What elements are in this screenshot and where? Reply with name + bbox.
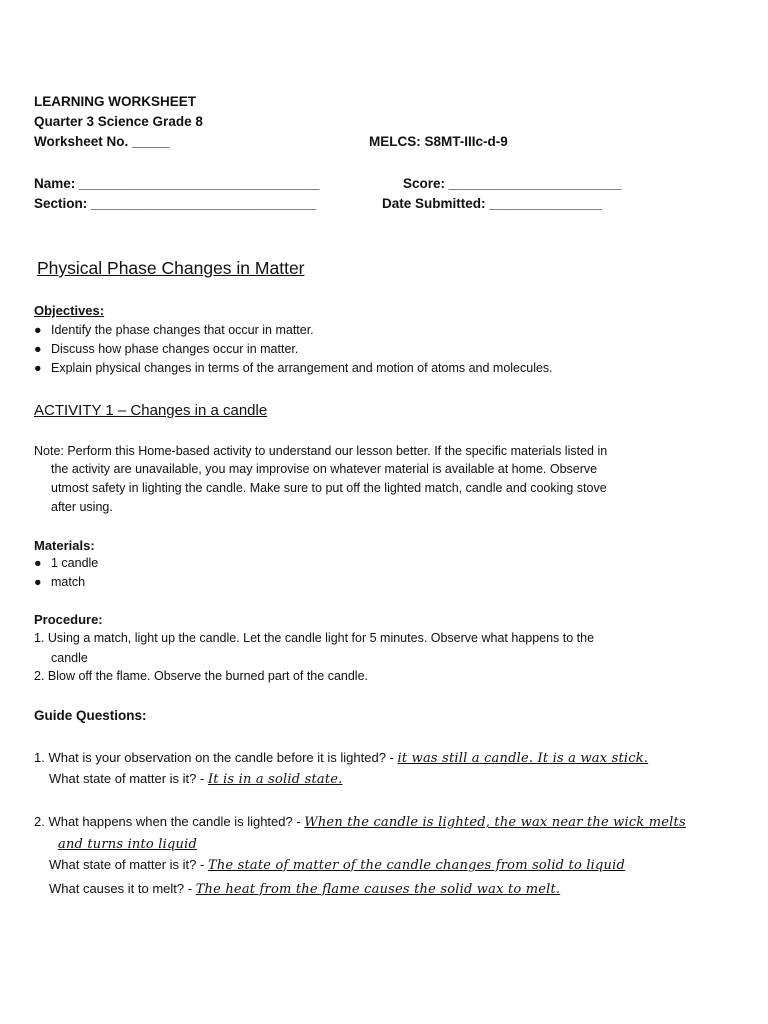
worksheet-label: LEARNING WORKSHEET bbox=[34, 94, 196, 109]
melcs-code: MELCS: S8MT-IIIc-d-9 bbox=[369, 134, 508, 149]
material-item: ● 1 candle bbox=[34, 556, 99, 570]
question-text: What state of matter is it? - bbox=[49, 771, 205, 786]
procedure-step-continued: candle bbox=[51, 651, 88, 665]
question-1 bbox=[34, 750, 648, 766]
note-line: the activity are unavailable, you may improvise on whatever material is available at home. Observe bbox=[51, 462, 598, 476]
procedure-heading: Procedure: bbox=[34, 612, 103, 627]
question-text: 2. What happens when the candle is lighted? - bbox=[34, 814, 301, 829]
section-field: Section: ______________________________ bbox=[34, 196, 317, 211]
question-text: What causes it to melt? - bbox=[49, 881, 193, 896]
name-field: Name: ________________________________ bbox=[34, 176, 320, 191]
note-line: utmost safety in lighting the candle. Make sure to put off the lighted match, candle and cooking stove bbox=[51, 481, 607, 495]
materials-heading: Materials: bbox=[34, 538, 95, 553]
note-line: after using. bbox=[51, 500, 113, 514]
question-1-state bbox=[49, 771, 343, 787]
guide-questions-heading: Guide Questions: bbox=[34, 708, 147, 723]
page-title: Physical Phase Changes in Matter bbox=[37, 258, 305, 278]
activity-heading: ACTIVITY 1 – Changes in a candle bbox=[34, 402, 268, 419]
handwritten-answer: The state of matter of the candle changes from solid to liquid bbox=[207, 858, 626, 873]
material-item: ● match bbox=[34, 575, 86, 589]
handwritten-answer: and turns into liquid bbox=[58, 837, 197, 852]
quarter-grade-label: Quarter 3 Science Grade 8 bbox=[34, 114, 203, 129]
objectives-heading: Objectives: bbox=[34, 303, 105, 318]
question-2-continued bbox=[34, 836, 197, 852]
question-2-cause bbox=[49, 881, 560, 897]
procedure-step: 2. Blow off the flame. Observe the burned part of the candle. bbox=[34, 669, 368, 683]
objective-item: ● Explain physical changes in terms of the arrangement and motion of atoms and molecules. bbox=[34, 361, 553, 375]
question-2-state bbox=[49, 857, 625, 873]
handwritten-answer: When the candle is lighted, the wax near the wick melts bbox=[304, 815, 686, 830]
objective-item: ● Identify the phase changes that occur in matter. bbox=[34, 323, 314, 337]
question-2 bbox=[34, 814, 686, 830]
question-text: 1. What is your observation on the candle before it is lighted? - bbox=[34, 750, 394, 765]
score-field: Score: _______________________ bbox=[403, 176, 622, 191]
date-submitted-field: Date Submitted: _______________ bbox=[382, 196, 602, 211]
worksheet-number-field: Worksheet No. _____ bbox=[34, 134, 170, 149]
note-line: Note: Perform this Home-based activity to understand our lesson better. If the specific materials listed in bbox=[34, 444, 608, 458]
handwritten-answer: It is in a solid state. bbox=[207, 772, 343, 787]
objective-item: ● Discuss how phase changes occur in matter. bbox=[34, 342, 299, 356]
handwritten-answer: it was still a candle. It is a wax stick. bbox=[397, 751, 649, 766]
handwritten-answer: The heat from the flame causes the solid wax to melt. bbox=[195, 882, 561, 897]
question-text: What state of matter is it? - bbox=[49, 857, 205, 872]
procedure-step: 1. Using a match, light up the candle. Let the candle light for 5 minutes. Observe what happens to the bbox=[34, 631, 595, 645]
